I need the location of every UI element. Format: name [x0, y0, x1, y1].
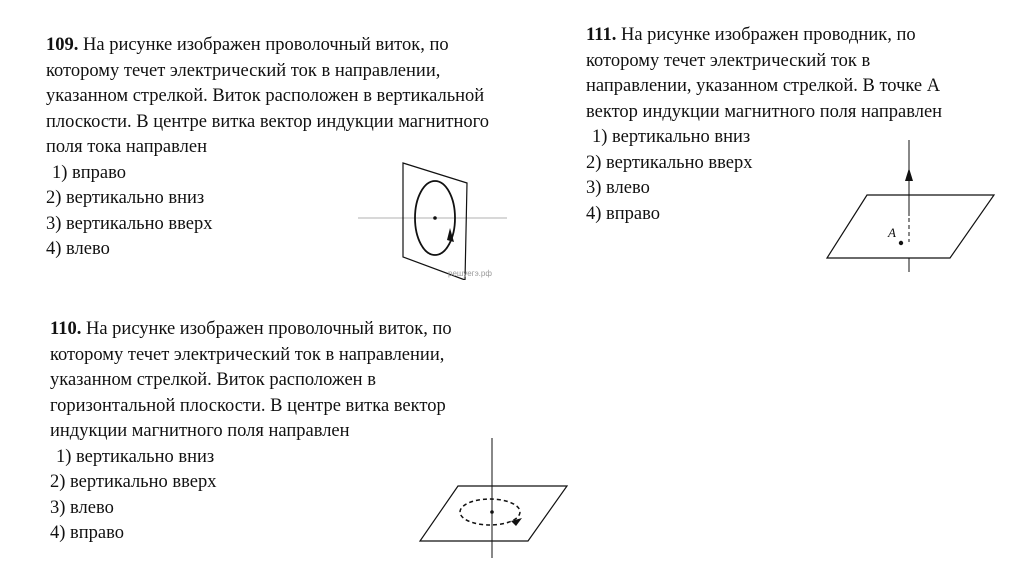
problem-110-option-2: 2) вертикально вверх — [50, 472, 217, 492]
problem-111-option-1: 1) вертикально вниз — [592, 127, 751, 147]
figure-110-horizontal-loop — [415, 433, 575, 563]
loop-center — [433, 216, 437, 220]
problem-109-line-2: которому течет электрический ток в направлении, — [46, 60, 441, 81]
problem-111-line-3: направлении, указанном стрелкой. В точке А — [586, 76, 941, 96]
figure-111-straight-conductor — [822, 138, 1002, 276]
watermark: решуегэ.рф — [448, 269, 492, 278]
problem-110-option-1: 1) вертикально вниз — [56, 446, 215, 467]
problem-109-option-2: 2) вертикально вниз — [46, 188, 205, 208]
problem-111-option-3: 3) влево — [586, 178, 650, 198]
loop-center — [490, 510, 494, 514]
problem-109-line-1: На рисунке изображен проволочный виток, по — [83, 35, 449, 55]
point-a-label: A — [888, 225, 896, 240]
problem-110-number: 110. — [50, 319, 82, 339]
problem-111-stem — [586, 23, 1016, 125]
problem-109-option-4: 4) влево — [46, 239, 110, 259]
problem-110-option-4: 4) вправо — [50, 523, 124, 543]
problem-109-line-4: плоскости. В центре витка вектор индукции магнитного — [46, 111, 490, 132]
problem-109-option-1: 1) вправо — [52, 162, 126, 183]
problem-109-stem — [46, 33, 566, 161]
problem-111-option-2: 2) вертикально вверх — [586, 152, 753, 173]
problem-110-line-4: горизонтальной плоскости. В центре витка вектор — [50, 395, 446, 416]
problem-111-line-1: На рисунке изображен проводник, по — [620, 25, 916, 45]
problem-111-line-4: вектор индукции магнитного поля направлен — [586, 101, 943, 122]
problem-110-stem — [50, 317, 520, 445]
point-a — [899, 241, 903, 245]
problem-109-line-3: указанном стрелкой. Виток расположен в вертикальной — [46, 86, 485, 106]
problem-110-option-3: 3) влево — [50, 497, 114, 518]
horizontal-plane — [420, 486, 567, 541]
problem-110-line-3: указанном стрелкой. Виток расположен в — [50, 370, 376, 390]
figure-109-vertical-loop — [355, 155, 515, 280]
problem-111-number: 111. — [586, 25, 617, 45]
problem-109-line-5: поля тока направлен — [46, 137, 207, 157]
current-arrow-icon — [905, 168, 913, 181]
problem-111-line-2: которому течет электрический ток в — [586, 50, 871, 71]
problem-109-option-3: 3) вертикально вверх — [46, 213, 213, 234]
horizontal-plane — [827, 195, 994, 258]
problem-110-line-5: индукции магнитного поля направлен — [50, 421, 350, 441]
problem-110-line-2: которому течет электрический ток в направлении, — [50, 344, 445, 365]
problem-109-number: 109. — [46, 35, 79, 55]
problem-110-line-1: На рисунке изображен проволочный виток, по — [85, 319, 452, 339]
problem-111-option-4: 4) вправо — [586, 203, 660, 224]
